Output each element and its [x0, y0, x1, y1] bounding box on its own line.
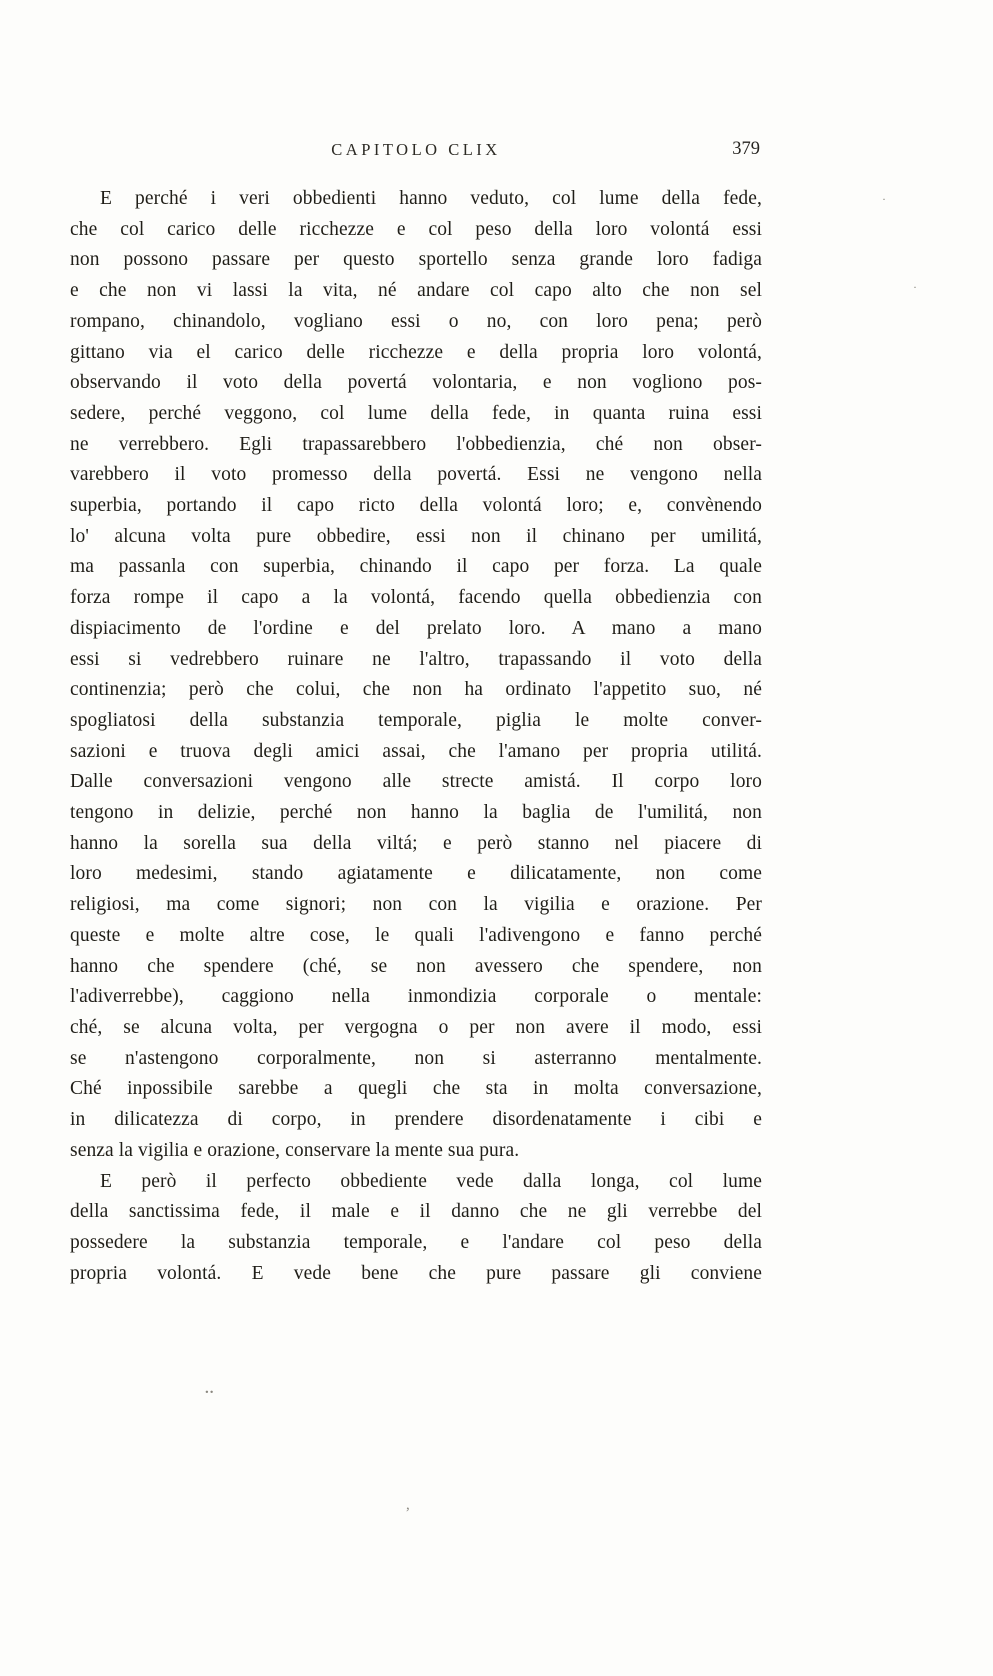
- text-line: sazioni e truova degli amici assai, che l'amano per propria utilitá.: [70, 740, 762, 762]
- text-line: observando il voto della povertá volontaria, e non vogliono pos-: [70, 372, 762, 394]
- text-line: spogliatosi della substanzia temporale, piglia le molte conver-: [70, 709, 762, 731]
- text-line: possedere la substanzia temporale, e l'andare col peso della: [70, 1231, 762, 1253]
- text-line: senza la vigilia e orazione, conservare la mente sua pura.: [70, 1139, 520, 1161]
- text-line: ne verrebbero. Egli trapassarebbero l'obbedienzia, ché non obser-: [70, 433, 762, 455]
- text-line: religiosi, ma come signori; non con la vigilia e orazione. Per: [70, 894, 762, 916]
- text-line: gittano via el carico delle ricchezze e della propria loro volontá,: [70, 341, 762, 363]
- text-line: rompano, chinandolo, vogliano essi o no, con loro pena; però: [70, 310, 762, 332]
- page-number: 379: [732, 139, 760, 159]
- text-line: Dalle conversazioni vengono alle strecte amistá. Il corpo loro: [70, 771, 762, 793]
- text-line: essi si vedrebbero ruinare ne l'altro, trapassando il voto della: [70, 648, 762, 670]
- text-line: e che non vi lassi la vita, né andare col capo alto che non sel: [70, 280, 762, 302]
- text-line: continenzia; però che colui, che non ha ordinato l'appetito suo, né: [70, 679, 762, 701]
- paragraph-1: [70, 184, 762, 1167]
- text-line: in dilicatezza di corpo, in prendere disordenatamente i cibi e: [70, 1109, 762, 1131]
- running-head: [70, 140, 762, 164]
- text-line: dispiacimento de l'ordine e del prelato loro. A mano a mano: [70, 617, 762, 639]
- chapter-heading: CAPITOLO CLIX: [331, 140, 501, 159]
- text-line: l'adiverrebbe), caggiono nella inmondizia corporale o mentale:: [70, 986, 762, 1008]
- text-line: tengono in delizie, perché non hanno la baglia de l'umilitá, non: [70, 802, 762, 824]
- text-line: se n'astengono corporalmente, non si asterranno mentalmente.: [70, 1047, 762, 1069]
- text-line: ché, se alcuna volta, per vergogna o per non avere il modo, essi: [70, 1016, 762, 1038]
- text-line: propria volontá. E vede bene che pure passare gli conviene: [70, 1262, 762, 1284]
- text-line: della sanctissima fede, il male e il danno che ne gli verrebbe del: [70, 1201, 762, 1223]
- text-line: forza rompe il capo a la volontá, facendo quella obbedienzia con: [70, 587, 762, 609]
- text-line: loro medesimi, stando agiatamente e dilicatamente, non come: [70, 863, 762, 885]
- scan-artifact: ·: [913, 280, 917, 294]
- text-line: lo' alcuna volta pure obbedire, essi non il chinano per umilitá,: [70, 525, 762, 547]
- scan-artifact: ,: [406, 1497, 410, 1513]
- text-line: che col carico delle ricchezze e col peso della loro volontá essi: [70, 218, 762, 240]
- scan-artifact: ..: [205, 1381, 215, 1397]
- text-line: Ché inpossibile sarebbe a quegli che sta in molta conversazione,: [70, 1078, 762, 1100]
- text-line: sedere, perché veggono, col lume della fede, in quanta ruina essi: [70, 402, 762, 424]
- body-text: [70, 184, 762, 1289]
- text-line: hanno che spendere (ché, se non avessero che spendere, non: [70, 955, 762, 977]
- text-line: non possono passare per questo sportello senza grande loro fadiga: [70, 249, 762, 271]
- text-line: superbia, portando il capo ricto della volontá loro; e, convènendo: [70, 495, 762, 517]
- text-line: queste e molte altre cose, le quali l'adivengono e fanno perché: [70, 924, 762, 946]
- text-line: E però il perfecto obbediente vede dalla longa, col lume: [100, 1170, 762, 1192]
- text-line: hanno la sorella sua della viltá; e però stanno nel piacere di: [70, 832, 762, 854]
- text-line: ma passanla con superbia, chinando il capo per forza. La quale: [70, 556, 762, 578]
- text-line: E perché i veri obbedienti hanno veduto, col lume della fede,: [100, 188, 762, 209]
- scan-artifact: ·: [882, 192, 886, 206]
- text-line: varebbero il voto promesso della povertá. Essi ne vengono nella: [70, 464, 762, 486]
- paragraph-2: [70, 1167, 762, 1290]
